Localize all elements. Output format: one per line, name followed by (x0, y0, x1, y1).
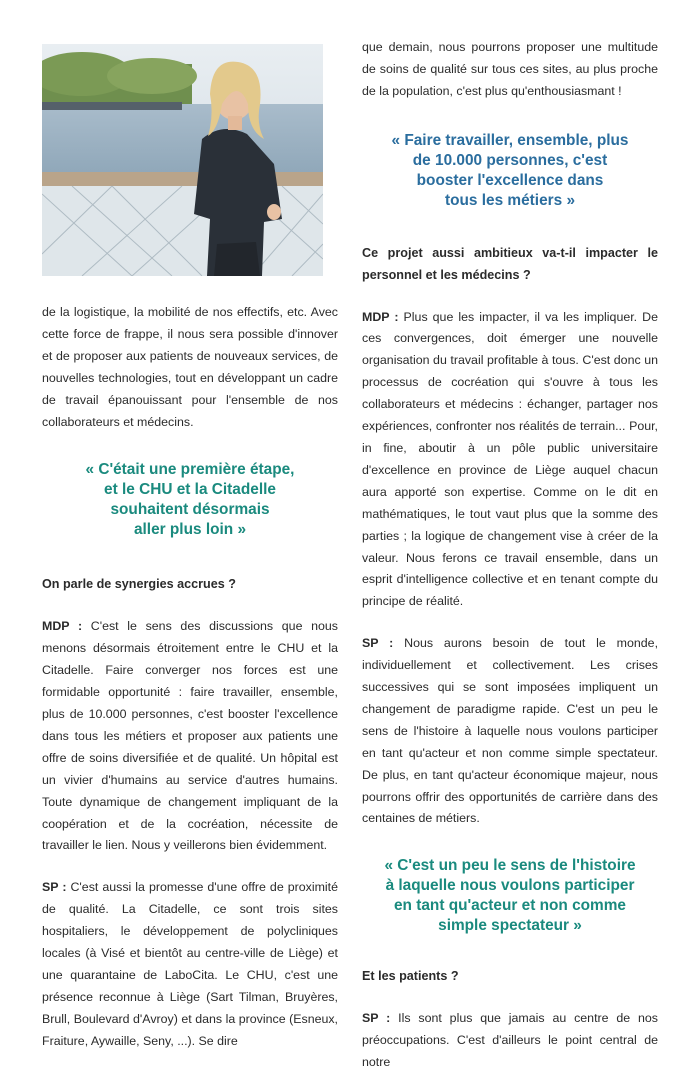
speaker-label: SP : (42, 880, 67, 895)
pull-quote: « C'est un peu le sens de l'histoire à laquelle nous voulons participer en tant qu'acteur et non comme simple spectateur » (384, 857, 636, 935)
speaker-label: SP : (362, 1011, 391, 1026)
interview-question: Ce projet aussi ambitieux va-t-il impacter le personnel et les médecins ? (362, 245, 658, 282)
pull-quote: « Faire travailler, ensemble, plus de 10.000 personnes, c'est booster l'excellence dans tous les métiers » (391, 131, 629, 209)
answer-sp: SP : Nous aurons besoin de tout le monde, individuellement et collectivement. Les crises successives qui se sont imposées impliquent un changement de paradigme rapide. C'est un peu le sens de l'histoire à laquelle nous voulons participer en tant qu'acteur et non comme simple spectateur. De plus, en tant qu'acteur économique majeur, nous pourrons offrir des opportunités de carrière dans des centaines de métiers. (362, 636, 659, 826)
left-column (42, 302, 338, 1053)
answer-mdp: MDP : Plus que les impacter, il va les impliquer. De ces convergences, doit émerger une nouvelle organisation du travail profitable à tous. C'est donc un processus de cocréation qui s'ouvre à tous les collaborateurs et médecins : échanger, partager nos expériences, confronter nos réalités de terrain... Pour, in fine, aboutir à un pôle public universitaire d'excellence en province de Liège auquel chacun aura apporté son expertise. Comme on le dit en mathématiques, le tout vaut plus que la somme des parties ; la logique de changement vise à créer de la valeur. Nous ferons ce travail ensemble, dans un esprit d'intelligence collective et en tenant compte du principe de réalité. (362, 309, 658, 609)
portrait-photo (42, 44, 323, 276)
interview-question: Et les patients ? (362, 969, 459, 984)
interview-question: On parle de synergies accrues ? (42, 577, 236, 592)
speaker-label: MDP : (362, 309, 399, 324)
speaker-label: SP : (362, 636, 394, 651)
paragraph: que demain, nous pourrons proposer une multitude de soins de qualité sur tous ces sites, au plus proche de la population, c'est plus qu'enthousiasmant ! (362, 40, 658, 98)
answer-mdp: MDP : C'est le sens des discussions que nous menons désormais étroitement entre le CHU et la Citadelle. Faire converger nos forces est une formidable opportunité : faire travailler, ensemble, plus de 10.000 personnes, c'est booster l'excellence dans tous les métiers et proposer aux patients une offre de soins diversifiée et de qualité. Un hôpital est un vivier d'humains au service d'autres humains. Toute dynamique de changement impliquant de la coopération et de la cocréation, nécessite de travailler le lien. Nous y veillerons bien évidemment. (42, 619, 338, 853)
paragraph: de la logistique, la mobilité de nos effectifs, etc. Avec cette force de frappe, il nous sera possible d'innover et de proposer aux patients de nouveaux services, de nouvelles technologies, tout en développant un cadre de travail épanouissant pour l'ensemble de nos collaborateurs et médecins. (42, 305, 338, 429)
right-column (362, 37, 658, 1074)
pull-quote: « C'était une première étape, et le CHU et la Citadelle souhaitent désormais aller plus loin » (85, 461, 295, 539)
answer-sp: SP : Ils sont plus que jamais au centre de nos préoccupations. C'est d'ailleurs le point central de notre (362, 1011, 658, 1070)
speaker-label: MDP : (42, 619, 83, 634)
answer-sp: SP : C'est aussi la promesse d'une offre de proximité de qualité. La Citadelle, ce sont trois sites hospitaliers, le développement de polycliniques locales (à Visé et bientôt au centre-ville de Liège) et une quarantaine de LaboCita. Le CHU, c'est une présence reconnue à Liège (Sart Tilman, Bruyères, Brull, Boulevard d'Avroy) et dans la province (Esneux, Fraiture, Aywaille, Seny, ...). Se dire (42, 880, 338, 1048)
